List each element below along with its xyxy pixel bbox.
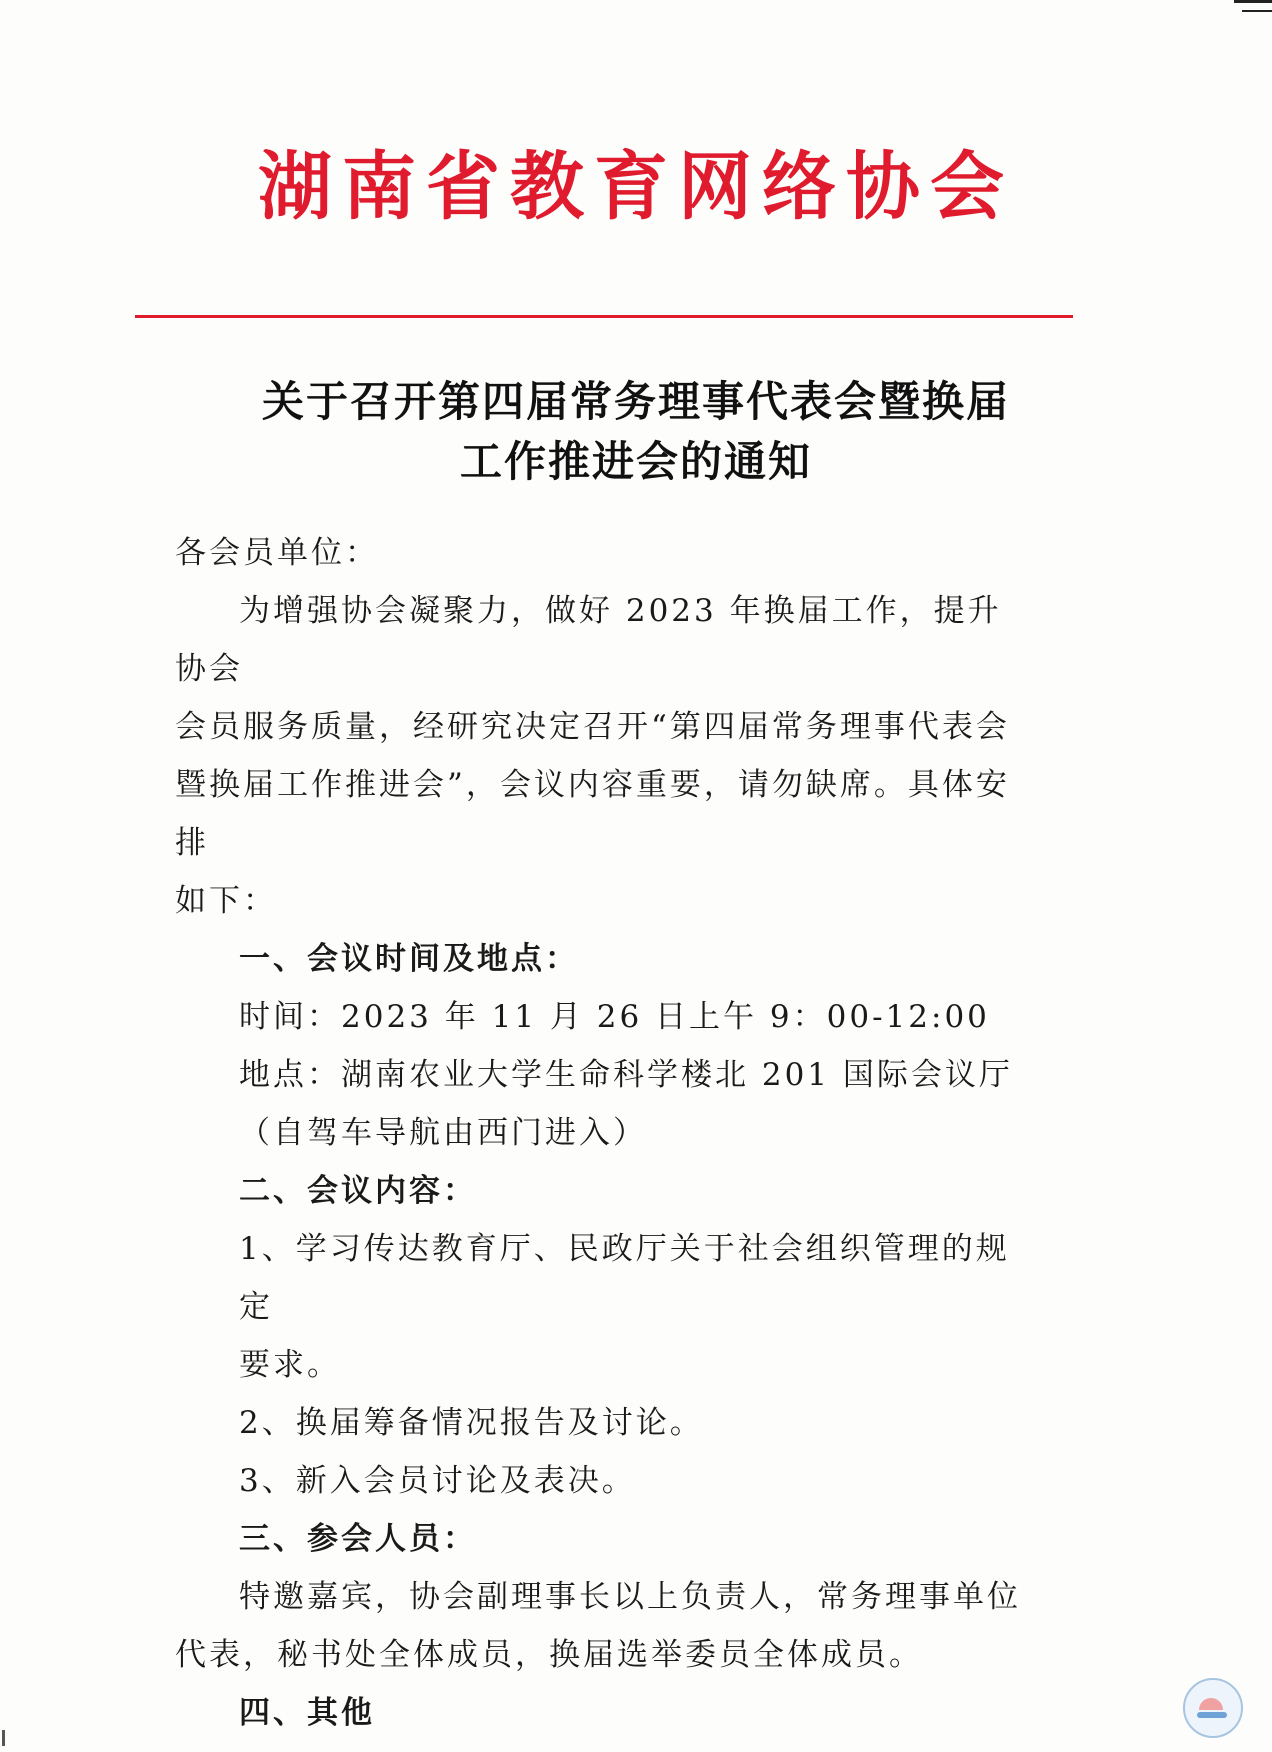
scan-edge-mark	[2, 1730, 5, 1746]
association-seal-icon	[1183, 1678, 1243, 1738]
seal-emblem	[1199, 1698, 1223, 1710]
intro-line-4: 如下：	[175, 883, 277, 919]
content-item-3: 3、新入会员讨论及表决。	[239, 1463, 636, 1499]
salutation: 各会员单位：	[175, 535, 379, 571]
intro-line-1: 为增强协会凝聚力，做好 2023 年换届工作，提升协会	[175, 593, 1002, 687]
intro-line-3: 暨换届工作推进会”，会议内容重要，请勿缺席。具体安排	[175, 767, 1010, 861]
content-item-1: 1、学习传达教育厅、民政厅关于社会组织管理的规定	[239, 1231, 1010, 1325]
attendees-line-1: 特邀嘉宾，协会副理事长以上负责人，常务理事单位	[239, 1579, 1021, 1615]
content-item-1-cont: 要求。	[239, 1347, 341, 1383]
section-heading-other: 四、其他	[239, 1695, 375, 1731]
section-heading-time-place: 一、会议时间及地点：	[239, 941, 579, 977]
section-heading-attendees: 三、参会人员：	[239, 1521, 477, 1557]
section-heading-content: 二、会议内容：	[239, 1173, 477, 1209]
document-body	[175, 524, 1035, 1742]
red-divider-rule	[135, 315, 1073, 318]
meeting-place-note: （自驾车导航由西门进入）	[239, 1115, 647, 1151]
document-title	[0, 372, 1272, 492]
scan-corner-mark	[1242, 10, 1272, 12]
meeting-time: 时间：2023 年 11 月 26 日上午 9：00-12:00	[239, 999, 990, 1035]
organization-header: 湖南省教育网络协会	[258, 144, 1014, 230]
intro-line-2: 会员服务质量，经研究决定召开“第四届常务理事代表会	[175, 709, 1010, 745]
seal-base	[1197, 1712, 1227, 1718]
meeting-place: 地点：湖南农业大学生命科学楼北 201 国际会议厅	[239, 1057, 1013, 1093]
title-line-2: 工作推进会的通知	[459, 437, 812, 486]
scan-corner-mark	[1234, 0, 1272, 3]
attendees-line-2: 代表，秘书处全体成员，换届选举委员全体成员。	[175, 1637, 923, 1673]
content-item-2: 2、换届筹备情况报告及讨论。	[239, 1405, 704, 1441]
title-line-1: 关于召开第四届常务理事代表会暨换届	[261, 377, 1010, 426]
